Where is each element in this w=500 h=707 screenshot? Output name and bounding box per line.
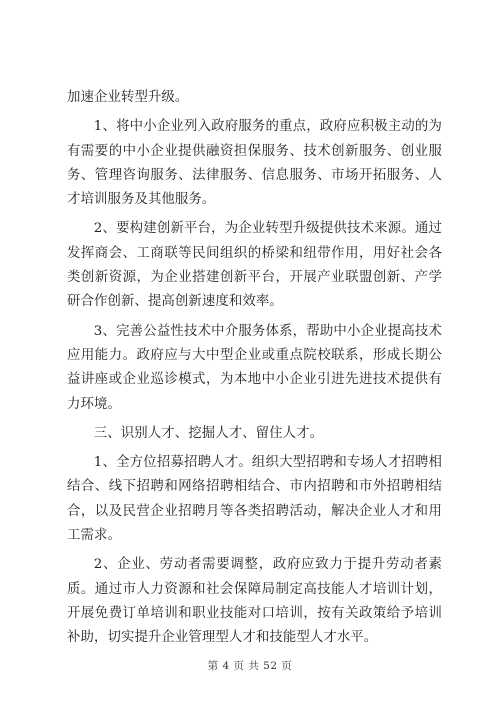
paragraph-item-3: 3、完善公益性技术中介服务体系，帮助中小企业提高技术应用能力。政府应与大中型企业或重点院校联系，形成长期公益讲座或企业巡诊模式，为本地中小企业引进先进技术提供有力环境。 [67, 323, 442, 412]
page-footer: 第 4 页 共 52 页 [207, 660, 293, 672]
document-body [67, 86, 442, 651]
paragraph-item-2-training: 2、企业、劳动者需要调整，政府应致力于提升劳动者素质。通过市人力资源和社会保障局制定高技能人才培训计划，开展免费订单培训和职业技能对口培训，按有关政策给予培训补助，切实提升企业管理型人才和技能型人才水平。 [67, 557, 442, 646]
section-heading: 三、识别人才、挖掘人才、留住人才。 [93, 425, 324, 441]
paragraph-item-1: 1、将中小企业列入政府服务的重点，政府应积极主动的为有需要的中小企业提供融资担保服务、技术创新服务、创业服务、管理咨询服务、法律服务、信息服务、市场开拓服务、人才培训服务及其他服务。 [67, 119, 442, 208]
paragraph-continuation: 加速企业转型升级。 [67, 90, 189, 105]
paragraph-item-2: 2、要构建创新平台，为企业转型升级提供技术来源。通过发挥商会、工商联等民间组织的桥梁和纽带作用，用好社会各类创新资源，为企业搭建创新平台，开展产业联盟创新、产学研合作创新、提高创新速度和效率。 [67, 221, 442, 310]
paragraph-item-1-recruit: 1、全方位招募招聘人才。组织大型招聘和专场人才招聘相结合、线下招聘和网络招聘相结合、市内招聘和市外招聘相结合，以及民营企业招聘月等各类招聘活动，解决企业人才和用工需求。 [67, 455, 442, 544]
